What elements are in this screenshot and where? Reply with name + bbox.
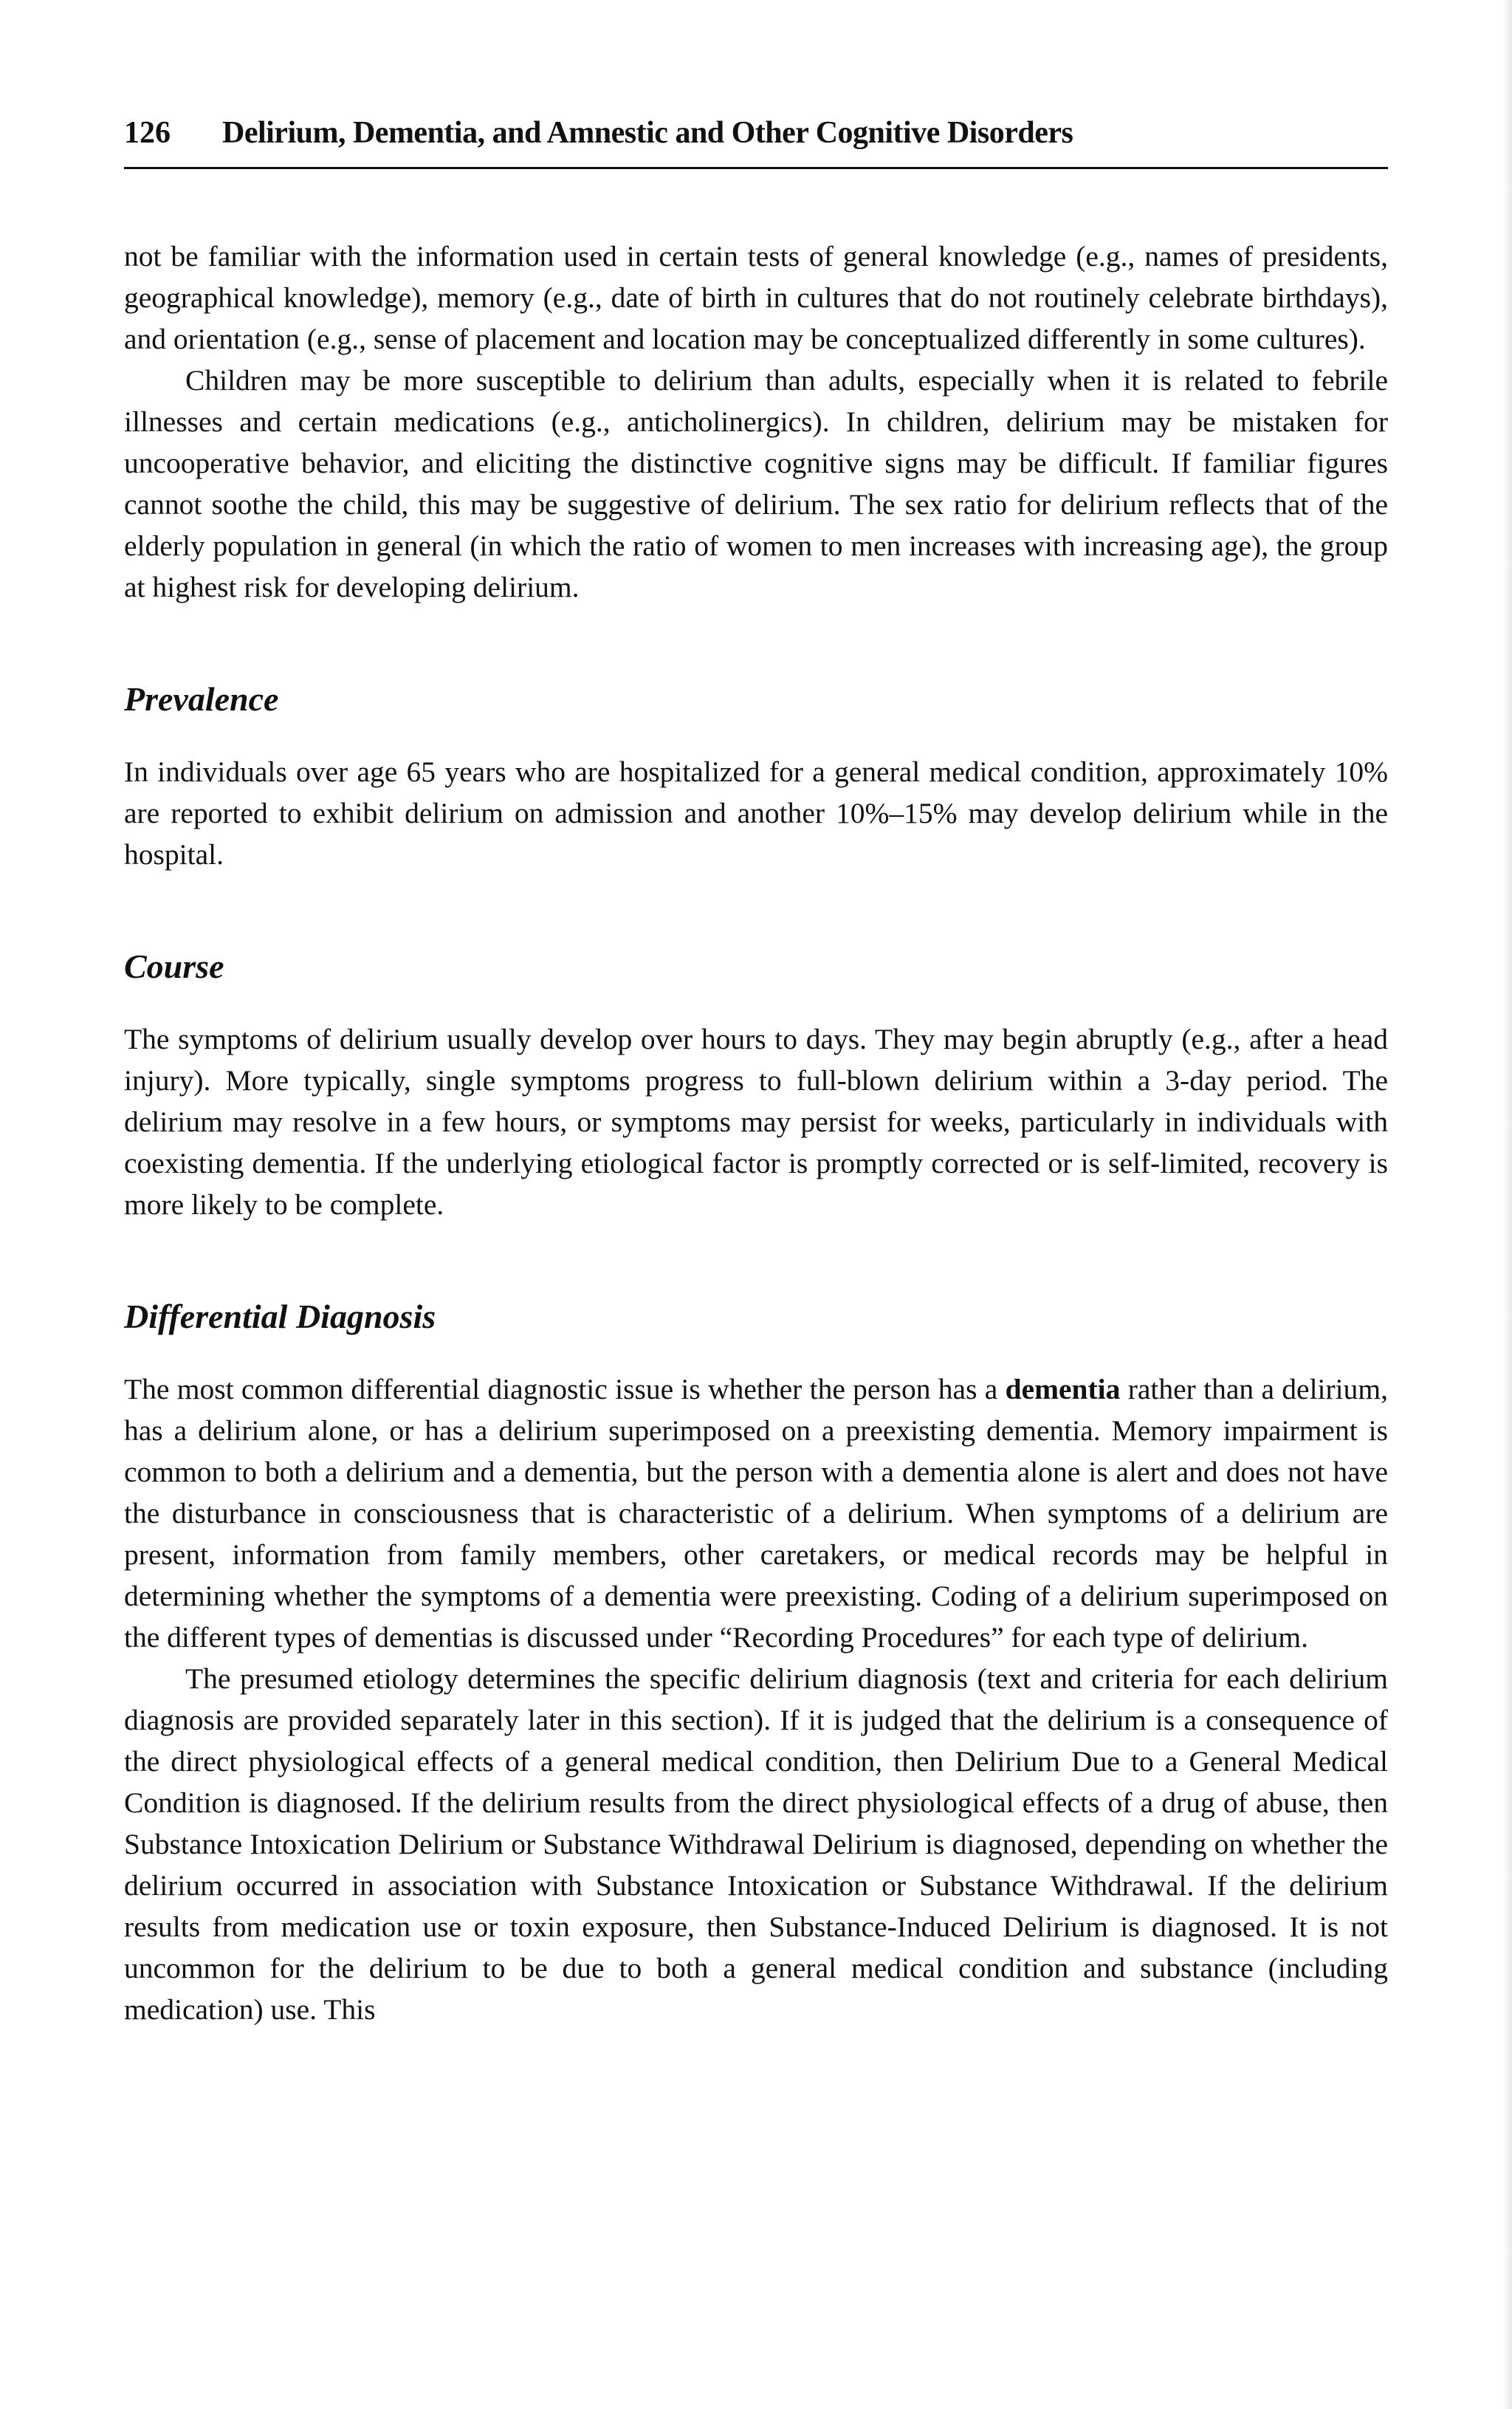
course-paragraph: The symptoms of delirium usually develop over hours to days. They may begin abruptly (e.g., after a head injury). More typically, single symptoms progress to full-blown delirium within a 3-day period. The delirium may resolve in a few hours, or symptoms may persist for weeks, particularly in individuals with coexisting dementia. If the underlying etiological factor is promptly corrected or is self-limited, recovery is more likely to be complete.: [124, 1023, 1388, 1221]
page-edge-shadow: [1503, 0, 1512, 2409]
differential-paragraph-1: [124, 1368, 1388, 1658]
differential-p1-lead: The most common differential diagnostic issue is whether the person has a: [124, 1373, 1006, 1405]
document-page: [124, 111, 1388, 2030]
running-title: Delirium, Dementia, and Amnestic and Other Cognitive Disorders: [222, 116, 1073, 150]
section-heading-course: Course: [124, 948, 224, 985]
differential-p1-rest: rather than a delirium, has a delirium alone, or has a delirium superimposed on a preexisting dementia. Memory impairment is common to both a delirium and a dementia, but the person with a dementia alone is alert and does not have the disturbance in consciousness that is characteristic of a delirium. When symptoms of a delirium are present, information from family members, other caretakers, or medical records may be helpful in determining whether the symptoms of a dementia were preexisting. Coding of a delirium superimposed on the different types of dementias is discussed under “Recording Procedures” for each type of delirium.: [124, 1373, 1388, 1654]
section-heading-prevalence: Prevalence: [124, 680, 279, 718]
term-dementia: dementia: [1005, 1373, 1121, 1405]
prevalence-paragraph: In individuals over age 65 years who are hospitalized for a general medical condition, approximately 10% are reported to exhibit delirium on admission and another 10%–15% may develop delirium while in the hospital.: [124, 755, 1388, 871]
section-heading-differential-diagnosis: Differential Diagnosis: [124, 1298, 436, 1335]
body-text: [124, 236, 1388, 2030]
page-number: 126: [124, 116, 171, 150]
differential-paragraph-2: The presumed etiology determines the specific delirium diagnosis (text and criteria for each delirium diagnosis are provided separately later in this section). If it is judged that the delirium is a consequence of the direct physiological effects of a general medical condition, then Delirium Due to a General Medical Condition is diagnosed. If the delirium results from the direct physiological effects of a drug of abuse, then Substance Intoxication Delirium or Substance Withdrawal Delirium is diagnosed, depending on whether the delirium occurred in association with Substance Intoxication or Substance Withdrawal. If the delirium results from medication use or toxin exposure, then Substance-Induced Delirium is diagnosed. It is not uncommon for the delirium to be due to both a general medical condition and substance (including medication) use. This: [124, 1662, 1388, 2026]
intro-paragraph-1: not be familiar with the information used in certain tests of general knowledge (e.g., names of presidents, geographical knowledge), memory (e.g., date of birth in cultures that do not routinely celebrate birthdays), and orientation (e.g., sense of placement and location may be conceptualized differently in some cultures).: [124, 240, 1388, 355]
running-head: [124, 111, 1388, 169]
intro-paragraph-2: Children may be more susceptible to delirium than adults, especially when it is related to febrile illnesses and certain medications (e.g., anticholinergics). In children, delirium may be mistaken for uncooperative behavior, and eliciting the distinctive cognitive signs may be difficult. If familiar figures cannot soothe the child, this may be suggestive of delirium. The sex ratio for delirium reflects that of the elderly population in general (in which the ratio of women to men increases with increasing age), the group at highest risk for developing delirium.: [124, 364, 1388, 603]
